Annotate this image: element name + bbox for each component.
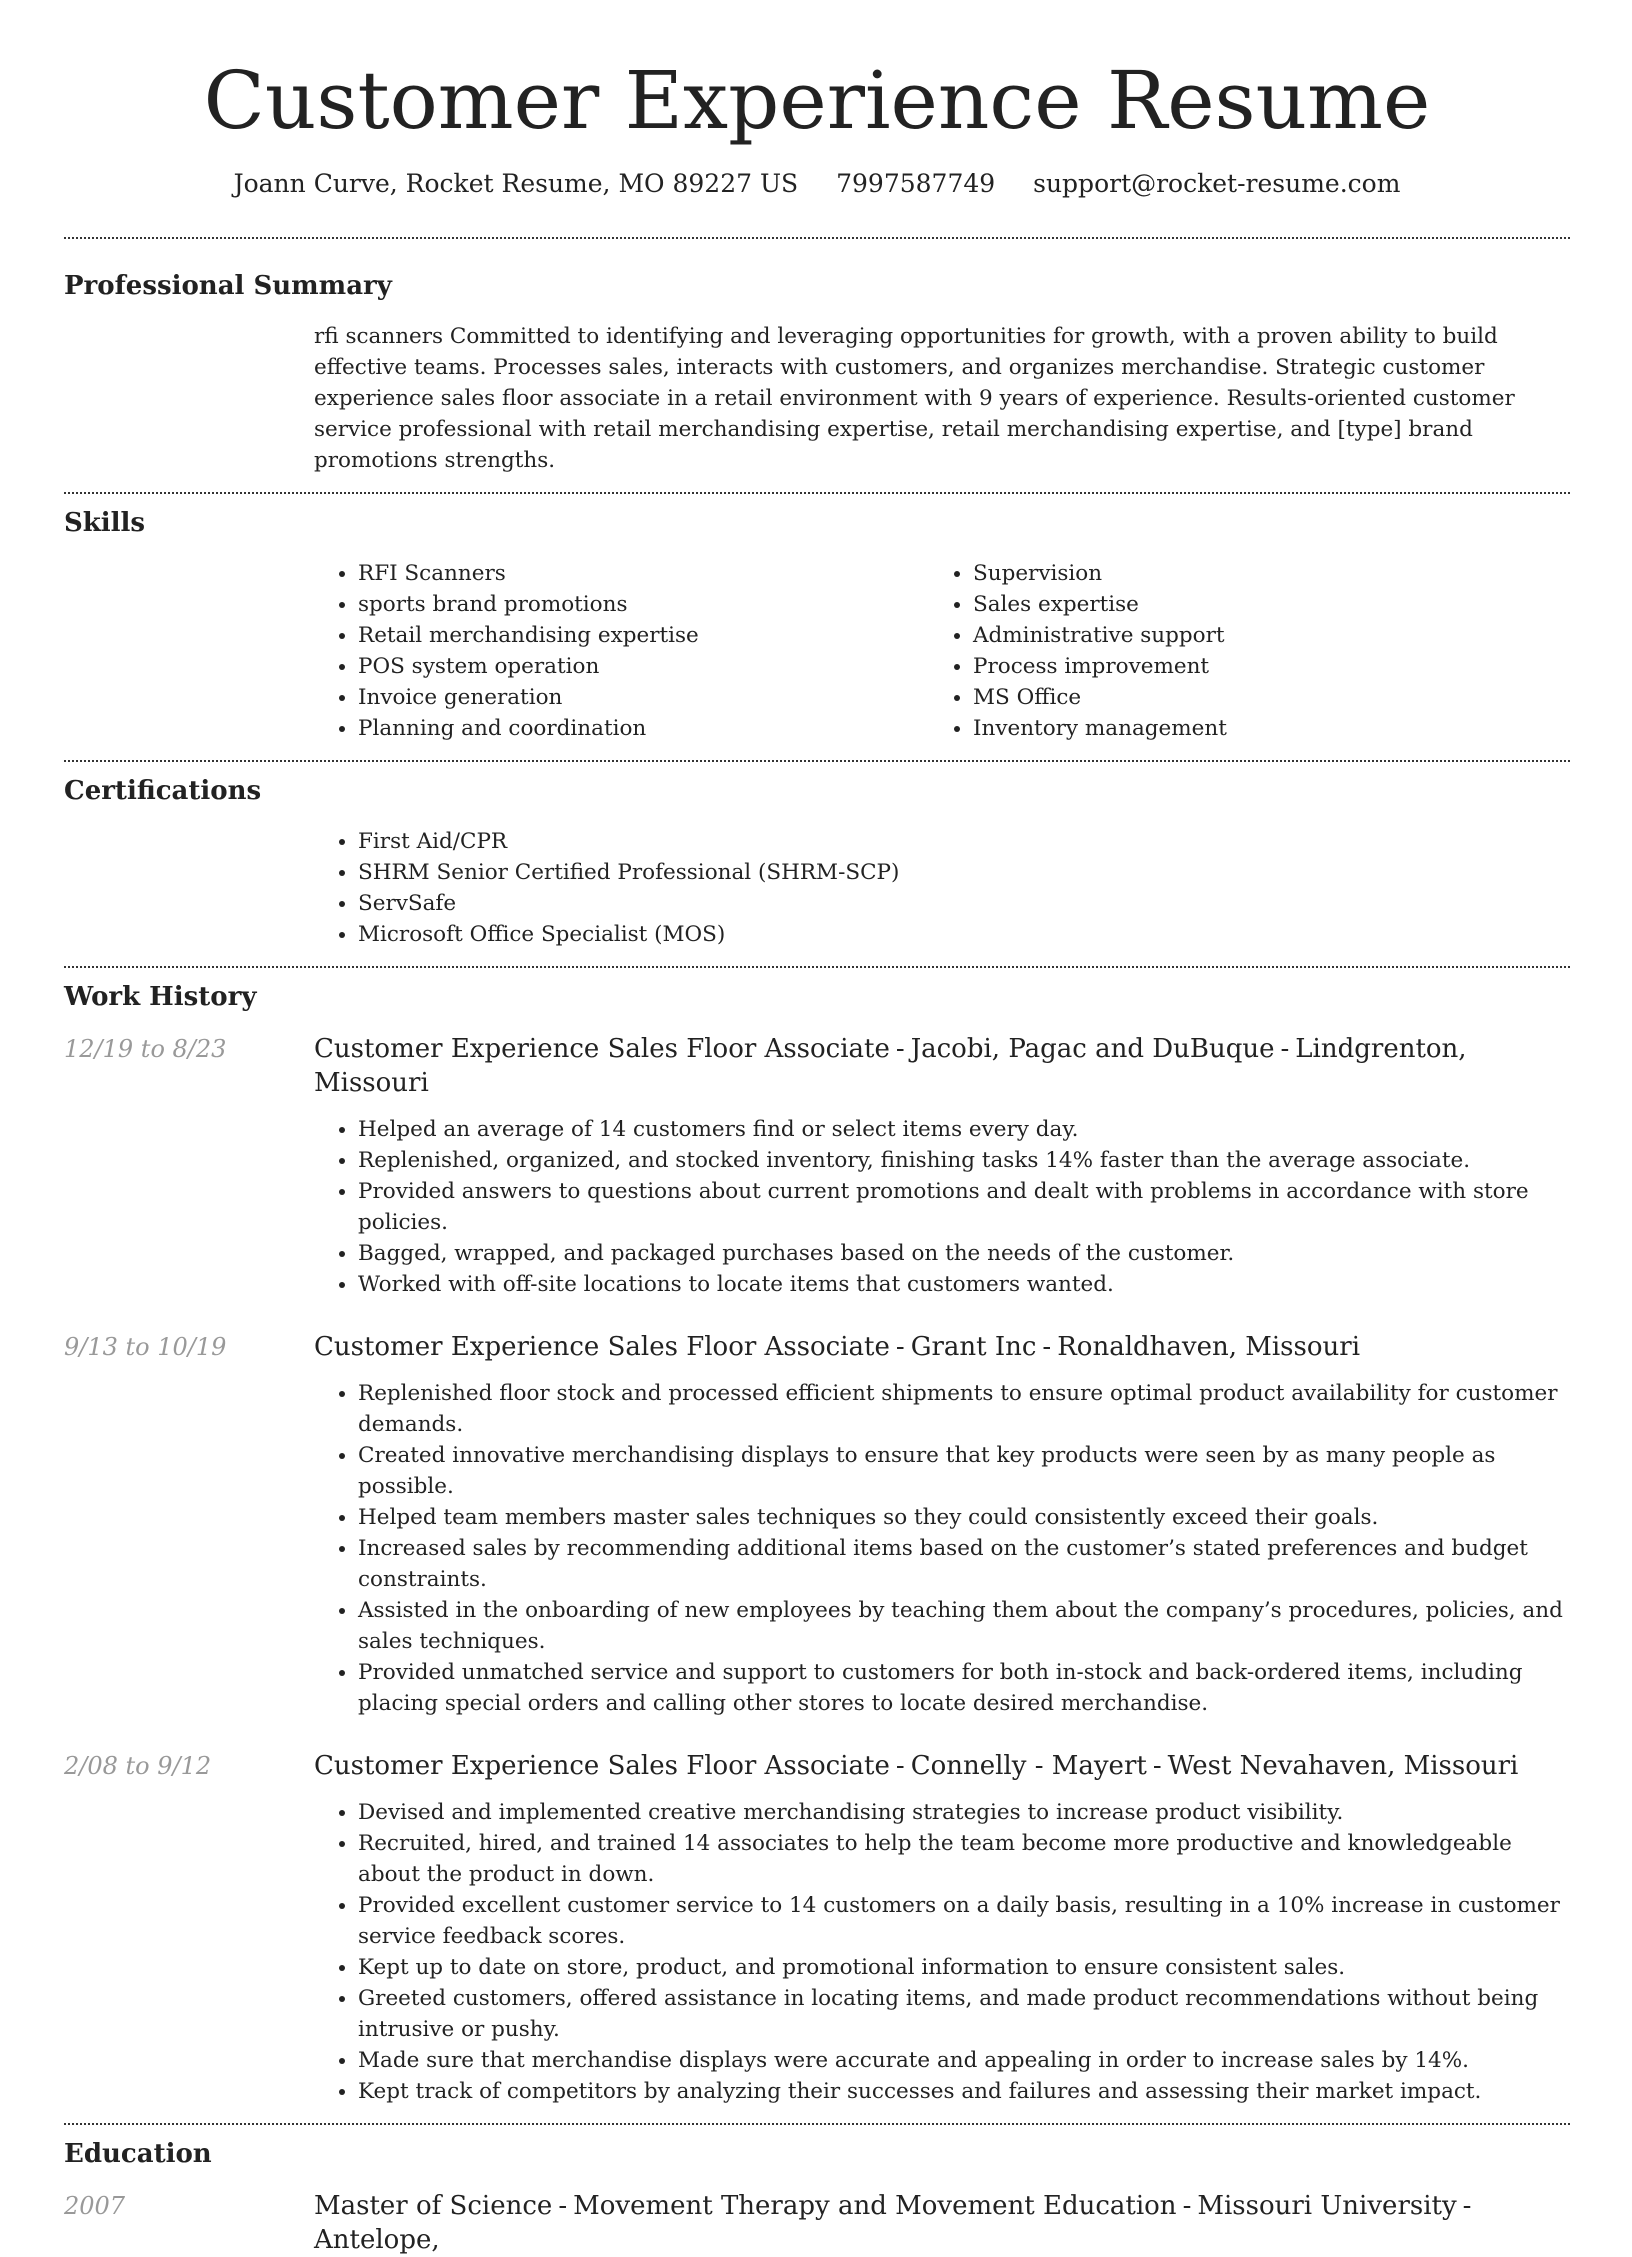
skill-item: • Process improvement [973, 651, 1544, 682]
job-entry [64, 1749, 1570, 2107]
education-degree: Master of Science [314, 2191, 553, 2221]
job-entry [64, 1330, 1570, 1719]
skill-item: • Retail merchandising expertise [358, 620, 929, 651]
job-bullet: • Worked with off-site locations to locate items that customers wanted. [358, 1269, 1570, 1300]
contact-address: Joann Curve, Rocket Resume, MO 89227 US [233, 169, 799, 198]
job-bullet: • Increased sales by recommending additional items based on the customer’s stated preferences and budget constraints. [358, 1533, 1570, 1595]
job-bullet: • Bagged, wrapped, and packaged purchases based on the needs of the customer. [358, 1238, 1570, 1269]
work-history-section [64, 968, 1570, 2107]
certifications-heading: Certifications [64, 776, 262, 806]
summary-heading: Professional Summary [64, 271, 392, 301]
job-bullet: • Recruited, hired, and trained 14 associates to help the team become more productive and knowledgeable about the product in down. [358, 1828, 1570, 1890]
certification-item: • ServSafe [358, 888, 1570, 919]
job-bullet: • Replenished floor stock and processed efficient shipments to ensure optimal product availability for customer demands. [358, 1378, 1570, 1440]
skill-item: • Supervision [973, 558, 1544, 589]
job-company: Jacobi, Pagac and DuBuque [910, 1034, 1275, 1064]
job-bullet: • Kept up to date on store, product, and promotional information to ensure consistent sales. [358, 1952, 1570, 1983]
skill-item: • MS Office [973, 682, 1544, 713]
work-history-heading: Work History [64, 982, 257, 1012]
certifications-section [64, 762, 1570, 950]
job-title: Customer Experience Sales Floor Associate [314, 1751, 890, 1781]
resume-page [64, 0, 1570, 2257]
certification-item: • Microsoft Office Specialist (MOS) [358, 919, 1570, 950]
job-title: Customer Experience Sales Floor Associate [314, 1332, 890, 1362]
education-heading-line: Master of Science - Movement Therapy and Movement Education - Missouri University -Antelope, [314, 2191, 1472, 2255]
job-company: Connelly - Mayert [910, 1751, 1147, 1781]
job-heading: Customer Experience Sales Floor Associate - Grant Inc - Ronaldhaven, Missouri [314, 1332, 1361, 1362]
job-bullet: • Greeted customers, offered assistance in locating items, and made product recommendations without being intrusive or pushy. [358, 1983, 1570, 2045]
skill-item: • RFI Scanners [358, 558, 929, 589]
education-date: 2007 [64, 2192, 126, 2220]
job-title: Customer Experience Sales Floor Associate [314, 1034, 890, 1064]
summary-section [64, 239, 1570, 476]
education-section [64, 2125, 1570, 2257]
certification-item: • SHRM Senior Certified Professional (SHRM-SCP) [358, 857, 1570, 888]
skills-column-left [314, 558, 929, 744]
contact-email: support@rocket-resume.com [1033, 169, 1401, 198]
skill-item: • Inventory management [973, 713, 1544, 744]
job-location: West Nevahaven, Missouri [1167, 1751, 1519, 1781]
job-heading: Customer Experience Sales Floor Associate - Jacobi, Pagac and DuBuque - Lindgrenton, Missouri [314, 1034, 1467, 1098]
skills-heading: Skills [64, 508, 146, 538]
job-bullet: • Kept track of competitors by analyzing their successes and failures and assessing their market impact. [358, 2076, 1570, 2107]
skill-item: • Planning and coordination [358, 713, 929, 744]
job-bullet: • Provided excellent customer service to 14 customers on a daily basis, resulting in a 10% increase in customer service feedback scores. [358, 1890, 1570, 1952]
job-dates: 12/19 to 8/23 [64, 1035, 227, 1063]
certification-item: • First Aid/CPR [358, 826, 1570, 857]
skill-item: • Invoice generation [358, 682, 929, 713]
education-school: Missouri University [1197, 2191, 1457, 2221]
job-bullet: • Devised and implemented creative merchandising strategies to increase product visibility. [358, 1797, 1570, 1828]
job-location: Lindgrenton, Missouri [314, 1034, 1467, 1098]
job-bullet: • Made sure that merchandise displays were accurate and appealing in order to increase sales by 14%. [358, 2045, 1570, 2076]
education-field: Movement Therapy and Movement Education [573, 2191, 1177, 2221]
contact-phone: 7997587749 [836, 169, 996, 198]
education-location: Antelope, [314, 2225, 440, 2255]
job-entry [64, 1032, 1570, 1300]
skill-item: • POS system operation [358, 651, 929, 682]
skill-item: • sports brand promotions [358, 589, 929, 620]
skill-item: • Administrative support [973, 620, 1544, 651]
skills-section [64, 494, 1570, 744]
job-location: Ronaldhaven, Missouri [1057, 1332, 1361, 1362]
summary-text: rfi scanners Committed to identifying and leveraging opportunities for growth, with a proven ability to build effective teams. Processes sales, interacts with customers, and organizes merchandise. Strategic customer experience sales floor associate in a retail environment with 9 years of experience. Results-oriented customer service professional with retail merchandising expertise, retail merchandising expertise, and [type] brand promotions strengths. [314, 324, 1515, 473]
contact-line [64, 167, 1570, 201]
education-entry [64, 2189, 1570, 2257]
job-bullet: • Helped team members master sales techniques so they could consistently exceed their goals. [358, 1502, 1570, 1533]
skill-item: • Sales expertise [973, 589, 1544, 620]
job-bullet: • Assisted in the onboarding of new employees by teaching them about the company’s procedures, policies, and sales techniques. [358, 1595, 1570, 1657]
job-dates: 9/13 to 10/19 [64, 1333, 227, 1361]
job-dates: 2/08 to 9/12 [64, 1752, 212, 1780]
resume-title: Customer Experience Resume [203, 54, 1431, 147]
job-bullet: • Provided answers to questions about current promotions and dealt with problems in accordance with store policies. [358, 1176, 1570, 1238]
job-company: Grant Inc [910, 1332, 1037, 1362]
job-bullet: • Created innovative merchandising displays to ensure that key products were seen by as many people as possible. [358, 1440, 1570, 1502]
skills-column-right [929, 558, 1544, 744]
job-bullet: • Replenished, organized, and stocked inventory, finishing tasks 14% faster than the average associate. [358, 1145, 1570, 1176]
job-bullet: • Provided unmatched service and support to customers for both in-stock and back-ordered items, including placing special orders and calling other stores to locate desired merchandise. [358, 1657, 1570, 1719]
education-heading: Education [64, 2139, 212, 2169]
job-heading: Customer Experience Sales Floor Associate - Connelly - Mayert - West Nevahaven, Missouri [314, 1751, 1519, 1781]
job-bullet: • Helped an average of 14 customers find or select items every day. [358, 1114, 1570, 1145]
